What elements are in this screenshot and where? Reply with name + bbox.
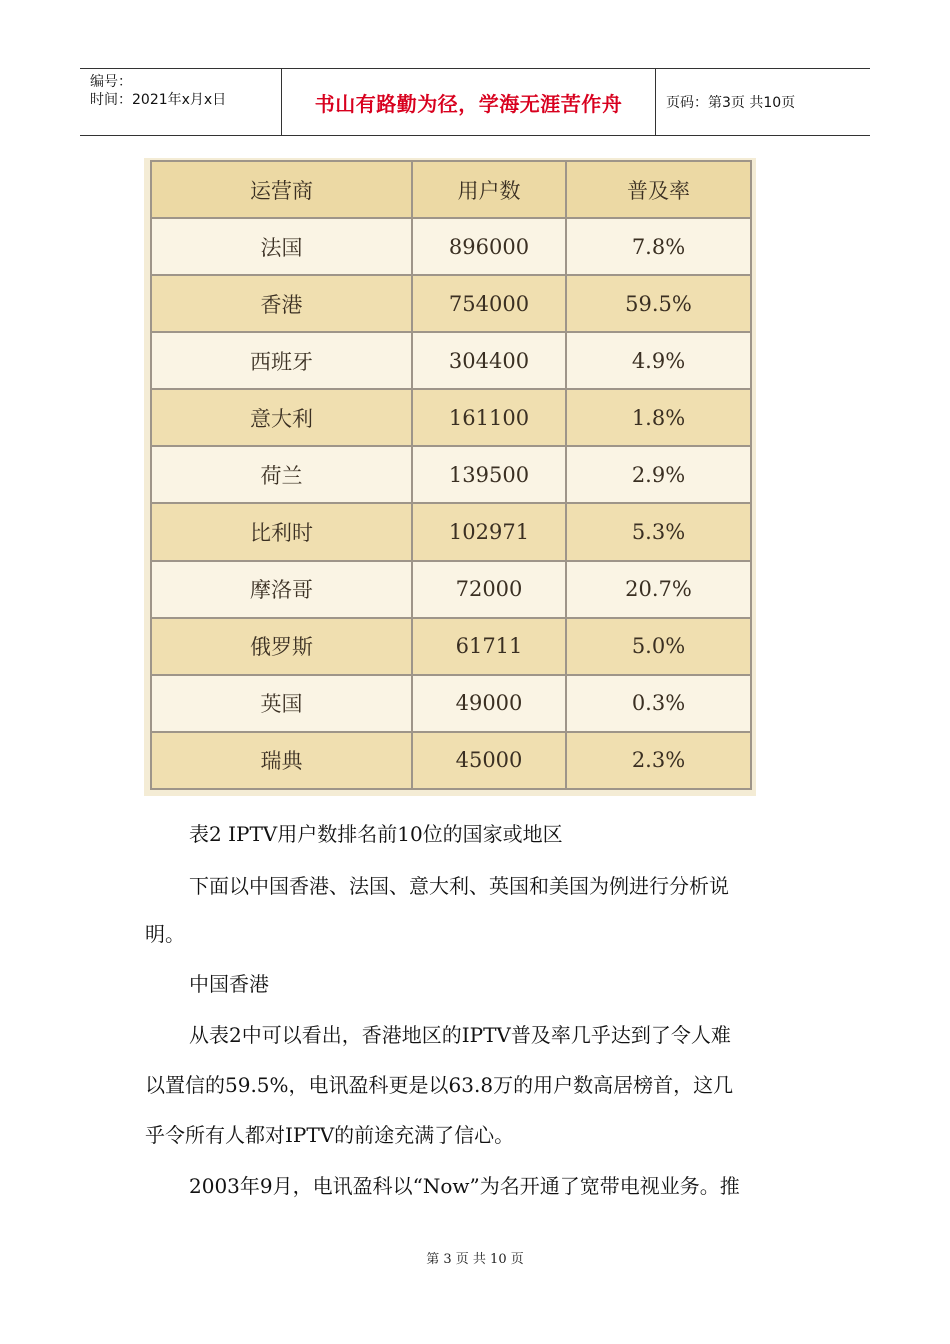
table-row: [151, 732, 751, 789]
cell-operator: 荷兰: [151, 446, 412, 503]
cell-operator: 香港: [151, 275, 412, 332]
paragraph-line: 乎令所有人都对IPTV的前途充满了信心。: [145, 1123, 515, 1147]
table-row: [151, 218, 751, 275]
header-page-info: 页码：第3页 共10页: [666, 95, 796, 111]
cell-users: 304400: [412, 332, 566, 389]
paragraph-line: 从表2中可以看出，香港地区的IPTV普及率几乎达到了令人难: [189, 1023, 731, 1047]
column-header-penetration: 普及率: [566, 161, 751, 218]
cell-operator: 意大利: [151, 389, 412, 446]
cell-operator: 瑞典: [151, 732, 412, 789]
cell-penetration: 7.8%: [566, 218, 751, 275]
iptv-users-table: [150, 160, 752, 790]
table-row: [151, 446, 751, 503]
cell-penetration: 20.7%: [566, 561, 751, 618]
table-row: [151, 275, 751, 332]
cell-penetration: 1.8%: [566, 389, 751, 446]
column-header-operator: 运营商: [151, 161, 412, 218]
table-header-row: [151, 161, 751, 218]
header-meta-cell: [80, 69, 282, 135]
table-row: [151, 561, 751, 618]
cell-users: 45000: [412, 732, 566, 789]
cell-users: 896000: [412, 218, 566, 275]
cell-users: 754000: [412, 275, 566, 332]
cell-operator: 法国: [151, 218, 412, 275]
cell-penetration: 5.3%: [566, 503, 751, 560]
header-motto: 书山有路勤为径，学海无涯苦作舟: [282, 69, 656, 135]
cell-operator: 西班牙: [151, 332, 412, 389]
paragraph-line: 2003年9月，电讯盈科以“Now”为名开通了宽带电视业务。推: [189, 1174, 740, 1198]
column-header-users: 用户数: [412, 161, 566, 218]
cell-penetration: 2.3%: [566, 732, 751, 789]
page-header: [80, 68, 870, 136]
cell-users: 102971: [412, 503, 566, 560]
section-heading-hong-kong: 中国香港: [189, 972, 269, 996]
cell-penetration: 0.3%: [566, 675, 751, 732]
paragraph-line: 以置信的59.5%，电讯盈科更是以63.8万的用户数高居榜首，这几: [145, 1073, 734, 1097]
cell-operator: 比利时: [151, 503, 412, 560]
cell-operator: 英国: [151, 675, 412, 732]
cell-users: 72000: [412, 561, 566, 618]
cell-users: 139500: [412, 446, 566, 503]
cell-penetration: 2.9%: [566, 446, 751, 503]
cell-penetration: 5.0%: [566, 618, 751, 675]
table-row: [151, 332, 751, 389]
date-line: 时间：2021年x月x日: [90, 92, 227, 108]
cell-operator: 摩洛哥: [151, 561, 412, 618]
paragraph-line: 明。: [145, 922, 185, 946]
paragraph-line: 下面以中国香港、法国、意大利、英国和美国为例进行分析说: [189, 874, 729, 898]
cell-users: 61711: [412, 618, 566, 675]
table-row: [151, 389, 751, 446]
table-caption: 表2 IPTV用户数排名前10位的国家或地区: [189, 822, 563, 846]
serial-label: 编号：: [90, 74, 132, 90]
table-image: [144, 158, 756, 796]
page-footer: 第 3 页 共 10 页: [426, 1252, 524, 1267]
cell-users: 161100: [412, 389, 566, 446]
table-row: [151, 675, 751, 732]
table-row: [151, 618, 751, 675]
cell-users: 49000: [412, 675, 566, 732]
cell-penetration: 59.5%: [566, 275, 751, 332]
cell-penetration: 4.9%: [566, 332, 751, 389]
table-row: [151, 503, 751, 560]
cell-operator: 俄罗斯: [151, 618, 412, 675]
